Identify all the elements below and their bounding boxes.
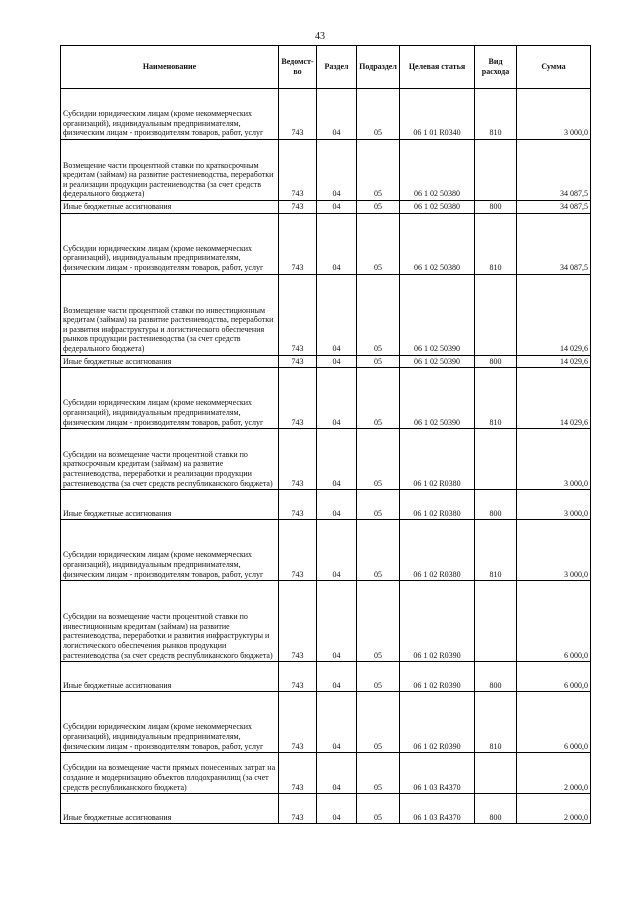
table-header-row xyxy=(61,46,591,89)
cell-expense: 810 xyxy=(475,89,517,140)
cell-subsection: 05 xyxy=(357,662,400,692)
cell-sum: 2 000,0 xyxy=(517,794,591,824)
table-row xyxy=(61,753,591,794)
cell-target: 06 1 01 R0340 xyxy=(400,89,475,140)
cell-target: 06 1 02 50380 xyxy=(400,213,475,274)
cell-target: 06 1 02 R0390 xyxy=(400,581,475,662)
table-row xyxy=(61,581,591,662)
cell-section: 04 xyxy=(317,520,357,581)
cell-name: Субсидии на возмещение части процентной ставки по краткосрочным кредитам (займам) на развитие растениеводства, переработки и реализации продукции растениеводства (за счет средств республиканского бюджета) xyxy=(61,429,279,490)
cell-section: 04 xyxy=(317,140,357,201)
table-row xyxy=(61,692,591,753)
cell-target: 06 1 02 R0380 xyxy=(400,520,475,581)
cell-sum: 34 087,5 xyxy=(517,201,591,214)
cell-sum: 6 000,0 xyxy=(517,581,591,662)
cell-subsection: 05 xyxy=(357,520,400,581)
cell-dept: 743 xyxy=(279,201,317,214)
header-section: Раздел xyxy=(317,46,357,89)
cell-sum: 3 000,0 xyxy=(517,490,591,520)
cell-target: 06 1 02 50380 xyxy=(400,201,475,214)
cell-sum: 6 000,0 xyxy=(517,692,591,753)
cell-sum: 3 000,0 xyxy=(517,520,591,581)
cell-name: Возмещение части процентной ставки по инвестиционным кредитам (займам) на развитие растениеводства, переработки и развития инфраструктуры и логистического обеспечения рынков продукции растениеводства (за счет средств федерального бюджета) xyxy=(61,274,279,355)
cell-section: 04 xyxy=(317,368,357,429)
cell-expense: 800 xyxy=(475,490,517,520)
cell-section: 04 xyxy=(317,429,357,490)
cell-expense: 810 xyxy=(475,368,517,429)
cell-expense xyxy=(475,429,517,490)
cell-name: Иные бюджетные ассигнования xyxy=(61,490,279,520)
cell-target: 06 1 03 R4370 xyxy=(400,794,475,824)
cell-name: Иные бюджетные ассигнования xyxy=(61,794,279,824)
table-row xyxy=(61,89,591,140)
cell-expense xyxy=(475,274,517,355)
cell-section: 04 xyxy=(317,794,357,824)
cell-dept: 743 xyxy=(279,581,317,662)
cell-section: 04 xyxy=(317,274,357,355)
cell-name: Иные бюджетные ассигнования xyxy=(61,662,279,692)
cell-subsection: 05 xyxy=(357,429,400,490)
cell-expense: 800 xyxy=(475,794,517,824)
cell-expense: 810 xyxy=(475,213,517,274)
table-row xyxy=(61,662,591,692)
cell-subsection: 05 xyxy=(357,692,400,753)
header-sum: Сумма xyxy=(517,46,591,89)
cell-dept: 743 xyxy=(279,429,317,490)
table-row xyxy=(61,368,591,429)
budget-table xyxy=(60,45,591,824)
table-row xyxy=(61,794,591,824)
cell-name: Субсидии юридическим лицам (кроме некоммерческих организаций), индивидуальным предпринимателям, физическим лицам - производителям товаров, работ, услуг xyxy=(61,692,279,753)
cell-subsection: 05 xyxy=(357,140,400,201)
header-expense: Вид расхода xyxy=(475,46,517,89)
cell-sum: 2 000,0 xyxy=(517,753,591,794)
cell-expense: 800 xyxy=(475,355,517,368)
table-row xyxy=(61,213,591,274)
page-number: 43 xyxy=(315,31,325,42)
cell-subsection: 05 xyxy=(357,753,400,794)
cell-target: 06 1 02 R0380 xyxy=(400,429,475,490)
table-row xyxy=(61,429,591,490)
cell-section: 04 xyxy=(317,201,357,214)
cell-name: Иные бюджетные ассигнования xyxy=(61,355,279,368)
cell-name: Субсидии юридическим лицам (кроме некоммерческих организаций), индивидуальным предпринимателям, физическим лицам - производителям товаров, работ, услуг xyxy=(61,213,279,274)
cell-target: 06 1 03 R4370 xyxy=(400,753,475,794)
cell-dept: 743 xyxy=(279,368,317,429)
cell-dept: 743 xyxy=(279,355,317,368)
cell-expense xyxy=(475,140,517,201)
cell-dept: 743 xyxy=(279,490,317,520)
table-row xyxy=(61,520,591,581)
cell-expense: 800 xyxy=(475,201,517,214)
cell-name: Субсидии юридическим лицам (кроме некоммерческих организаций), индивидуальным предпринимателям, физическим лицам - производителям товаров, работ, услуг xyxy=(61,520,279,581)
cell-expense: 810 xyxy=(475,520,517,581)
cell-sum: 34 087,5 xyxy=(517,140,591,201)
cell-section: 04 xyxy=(317,753,357,794)
cell-expense xyxy=(475,753,517,794)
cell-expense xyxy=(475,581,517,662)
cell-target: 06 1 02 R0380 xyxy=(400,490,475,520)
cell-target: 06 1 02 50380 xyxy=(400,140,475,201)
cell-expense: 810 xyxy=(475,692,517,753)
cell-target: 06 1 02 50390 xyxy=(400,274,475,355)
cell-dept: 743 xyxy=(279,213,317,274)
cell-sum: 3 000,0 xyxy=(517,429,591,490)
cell-section: 04 xyxy=(317,213,357,274)
cell-subsection: 05 xyxy=(357,213,400,274)
cell-dept: 743 xyxy=(279,692,317,753)
table-row xyxy=(61,355,591,368)
cell-sum: 14 029,6 xyxy=(517,274,591,355)
cell-target: 06 1 02 50390 xyxy=(400,368,475,429)
table-row xyxy=(61,274,591,355)
cell-section: 04 xyxy=(317,490,357,520)
cell-name: Субсидии на возмещение части прямых понесенных затрат на создание и модернизацию объектов плодохранилищ (за счет средств республиканского бюджета) xyxy=(61,753,279,794)
cell-name: Субсидии юридическим лицам (кроме некоммерческих организаций), индивидуальным предпринимателям, физическим лицам - производителям товаров, работ, услуг xyxy=(61,368,279,429)
cell-sum: 14 029,6 xyxy=(517,355,591,368)
header-subsection: Подраздел xyxy=(357,46,400,89)
cell-target: 06 1 02 50390 xyxy=(400,355,475,368)
cell-name: Субсидии юридическим лицам (кроме некоммерческих организаций), индивидуальным предпринимателям, физическим лицам - производителям товаров, работ, услуг xyxy=(61,89,279,140)
table-row xyxy=(61,201,591,214)
cell-section: 04 xyxy=(317,355,357,368)
cell-subsection: 05 xyxy=(357,794,400,824)
cell-dept: 743 xyxy=(279,89,317,140)
cell-dept: 743 xyxy=(279,274,317,355)
cell-dept: 743 xyxy=(279,753,317,794)
cell-dept: 743 xyxy=(279,794,317,824)
cell-section: 04 xyxy=(317,581,357,662)
table-row xyxy=(61,490,591,520)
cell-section: 04 xyxy=(317,662,357,692)
cell-subsection: 05 xyxy=(357,368,400,429)
header-target: Целевая статья xyxy=(400,46,475,89)
header-dept: Ведомст-во xyxy=(279,46,317,89)
cell-sum: 3 000,0 xyxy=(517,89,591,140)
cell-expense: 800 xyxy=(475,662,517,692)
cell-target: 06 1 02 R0390 xyxy=(400,692,475,753)
cell-dept: 743 xyxy=(279,520,317,581)
cell-dept: 743 xyxy=(279,140,317,201)
cell-subsection: 05 xyxy=(357,490,400,520)
table-row xyxy=(61,140,591,201)
cell-target: 06 1 02 R0390 xyxy=(400,662,475,692)
cell-section: 04 xyxy=(317,692,357,753)
cell-section: 04 xyxy=(317,89,357,140)
cell-dept: 743 xyxy=(279,662,317,692)
cell-subsection: 05 xyxy=(357,581,400,662)
cell-sum: 14 029,6 xyxy=(517,368,591,429)
header-name: Наименование xyxy=(61,46,279,89)
cell-name: Субсидии на возмещение части процентной ставки по инвестиционным кредитам (займам) на развитие растениеводства, переработки и развития инфраструктуры и логистического обеспечения рынков продукции растениеводства (за счет средств республиканского бюджета) xyxy=(61,581,279,662)
cell-subsection: 05 xyxy=(357,274,400,355)
cell-subsection: 05 xyxy=(357,355,400,368)
cell-subsection: 05 xyxy=(357,89,400,140)
cell-name: Иные бюджетные ассигнования xyxy=(61,201,279,214)
cell-name: Возмещение части процентной ставки по краткосрочным кредитам (займам) на развитие растениеводства, переработки и реализации продукции растениеводства (за счет средств федерального бюджета) xyxy=(61,140,279,201)
cell-subsection: 05 xyxy=(357,201,400,214)
cell-sum: 34 087,5 xyxy=(517,213,591,274)
cell-sum: 6 000,0 xyxy=(517,662,591,692)
